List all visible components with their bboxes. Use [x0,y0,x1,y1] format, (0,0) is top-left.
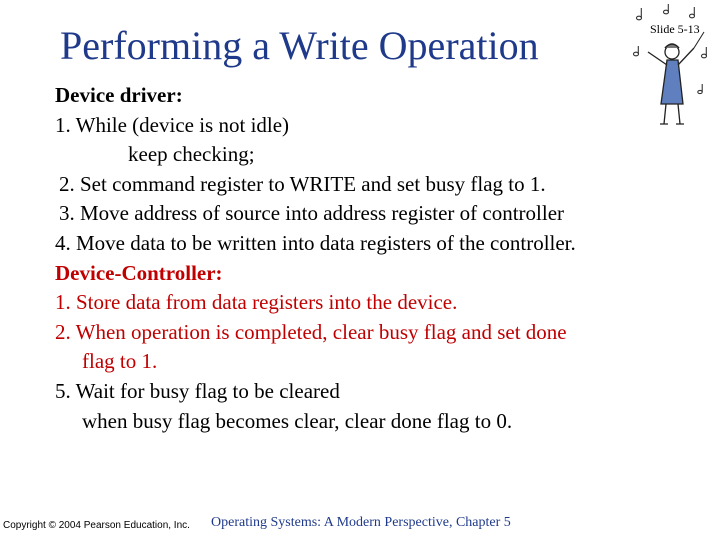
driver-step-2: 2. Set command register to WRITE and set busy flag to 1. [59,171,546,196]
driver-step-3: 3. Move address of source into address register of controller [59,201,565,226]
controller-step-2-continuation: flag to 1. [82,349,158,374]
final-step-5: 5. Wait for busy flag to be cleared [55,378,340,403]
driver-heading: Device driver: [55,83,183,107]
driver-step-4: 4. Move data to be written into data registers of the controller. [55,230,576,255]
controller-step-2: 2. When operation is completed, clear busy flag and set done [55,319,567,344]
course-footer: Operating Systems: A Modern Perspective, Chapter 5 [211,515,511,530]
driver-step-1-continuation: keep checking; [128,142,255,167]
final-step-5-continuation: when busy flag becomes clear, clear done flag to 0. [82,408,513,433]
slide-title: Performing a Write Operation [60,23,539,68]
slide-body [55,81,705,436]
copyright-footer: Copyright © 2004 Pearson Education, Inc. [3,520,190,531]
driver-step-1: 1. While (device is not idle) [55,112,290,137]
controller-heading: Device-Controller: [55,260,223,285]
controller-step-1: 1. Store data from data registers into the device. [55,290,458,315]
slide-number: Slide 5-13 [650,22,700,36]
